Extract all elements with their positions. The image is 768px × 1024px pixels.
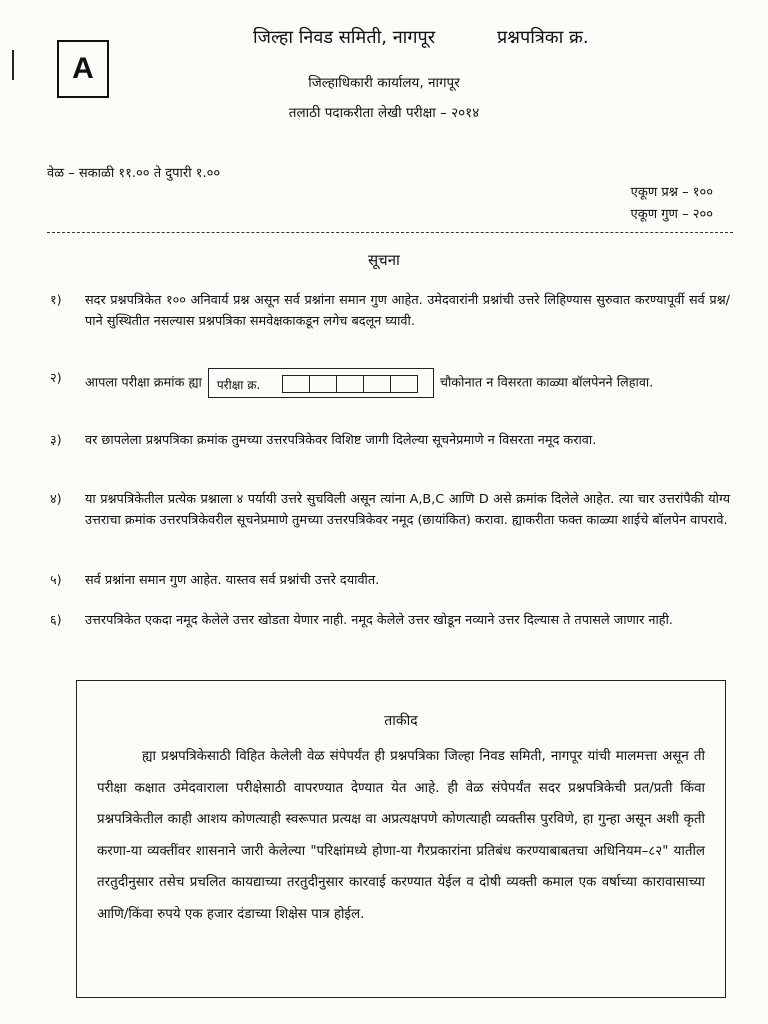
instruction-item (50, 610, 730, 631)
dashed-divider (47, 232, 733, 233)
total-marks: एकूण गुण – २०० (630, 207, 713, 222)
instruction-item (50, 368, 730, 398)
instruction-item (50, 290, 730, 332)
instruction-number: २) (50, 371, 62, 386)
warning-box (76, 680, 726, 998)
exam-number-label: परीक्षा क्र. (216, 378, 261, 392)
exam-number-cells (283, 375, 418, 393)
instruction-number: ५) (50, 573, 62, 588)
instruction-number: ६) (50, 613, 62, 628)
digit-cell[interactable] (309, 375, 337, 393)
instruction-number: ४) (50, 492, 62, 507)
exam-totals (631, 182, 713, 226)
digit-cell[interactable] (282, 375, 310, 393)
warning-body: ह्या प्रश्नपत्रिकेसाठी विहित केलेली वेळ संपेपर्यंत ही प्रश्नपत्रिका जिल्हा निवड समिती, नागपूर यांची मालमत्ता असून ती परीक्षा कक्षात उमेदवाराला परीक्षेसाठी वापरण्यात देण्यात येत आहे. ही वेळ संपेपर्यंत सदर प्रश्नपत्रिकेची प्रत/प्रती किंवा प्रश्नपत्रिकेतील काही आशय कोणत्याही स्वरूपात प्रत्यक्ष वा अप्रत्यक्षपणे कोणत्याही व्यक्तीस पुरविणे, हा गुन्हा असून अशी कृती करणा-या व्यक्तींवर शासनाने जारी केलेल्या "परिक्षांमध्ये होणा-या गैरप्रकारांना प्रतिबंध करण्याबाबतचा अधिनियम–८२" यातील तरतुदीनुसार तसेच प्रचलित कायद्याच्या तरतुदीनुसार कारवाई करण्यात येईल व दोषी व्यक्ती कमाल एक वर्षाच्या कारावासाच्या आणि/किंवा रुपये एक हजार दंडाच्या शिक्षेस पात्र होईल. (97, 749, 705, 922)
instruction-number: ३) (50, 433, 62, 448)
instructions-heading: सूचना (368, 251, 400, 269)
office-name: जिल्हाधिकारी कार्यालय, नागपूर (308, 75, 460, 91)
question-paper-number-label: प्रश्नपत्रिका क्र. (497, 27, 589, 48)
instruction-text-before: आपला परीक्षा क्रमांक ह्या (85, 375, 202, 391)
instruction-item (50, 430, 730, 451)
instruction-item (50, 489, 730, 531)
instruction-text: या प्रश्नपत्रिकेतील प्रत्येक प्रश्नाला ४ पर्यायी उत्तरे सुचविली असून त्यांना A,B,C आणि D असे क्रमांक दिलेले आहेत. त्या चार उत्तरांपैकी योग्य उत्तराचा क्रमांक उत्तरपत्रिकेवरील सूचनेप्रमाणे तुमच्या उत्तरपत्रिकेवर नमूद (छायांकित) करावा. ह्याकरीता फक्त काळ्या शाईचे बॉलपेन वापरावे. (85, 492, 730, 528)
instruction-item (50, 570, 730, 591)
exam-number-box[interactable] (208, 368, 434, 398)
instruction-number: १) (50, 293, 62, 308)
digit-cell[interactable] (336, 375, 364, 393)
instruction-text-after: चौकोनात न विसरता काळ्या बॉलपेनने लिहावा. (439, 375, 654, 391)
exam-time: वेळ – सकाळी ११.०० ते दुपारी १.०० (47, 166, 221, 181)
instruction-text: सदर प्रश्नपत्रिकेत १०० अनिवार्य प्रश्न असून सर्व प्रश्नांना समान गुण आहेत. उमेदवारांनी प्रश्नांची उत्तरे लिहिण्यास सुरुवात करण्यापूर्वी सर्व प्रश्न/पाने सुस्थितीत नसल्यास प्रश्नपत्रिका समवेक्षकाकडून लगेच बदलून घ्यावी. (85, 293, 730, 329)
instruction-text: वर छापलेला प्रश्नपत्रिका क्रमांक तुमच्या उत्तरपत्रिकेवर विशिष्ट जागी दिलेल्या सूचनेप्रमाणे न विसरता नमूद करावा. (85, 433, 597, 448)
digit-cell[interactable] (390, 375, 418, 393)
total-questions: एकूण प्रश्न – १०० (630, 185, 713, 200)
set-code-box: A (57, 40, 109, 98)
instruction-text: उत्तरपत्रिकेत एकदा नमूद केलेले उत्तर खोडता येणार नाही. नमूद केलेले उत्तर खोडून नव्याने उत्तर दिल्यास ते तपासले जाणार नाही. (85, 613, 673, 628)
committee-title: जिल्हा निवड समिती, नागपूर (253, 27, 436, 48)
digit-cell[interactable] (363, 375, 391, 393)
instruction-text (85, 368, 730, 398)
exam-title: तलाठी पदाकरीता लेखी परीक्षा – २०१४ (288, 105, 480, 121)
warning-title: ताकीद (384, 713, 418, 729)
instruction-text: सर्व प्रश्नांना समान गुण आहेत. यास्तव सर्व प्रश्नांची उत्तरे दयावीत. (85, 573, 380, 588)
